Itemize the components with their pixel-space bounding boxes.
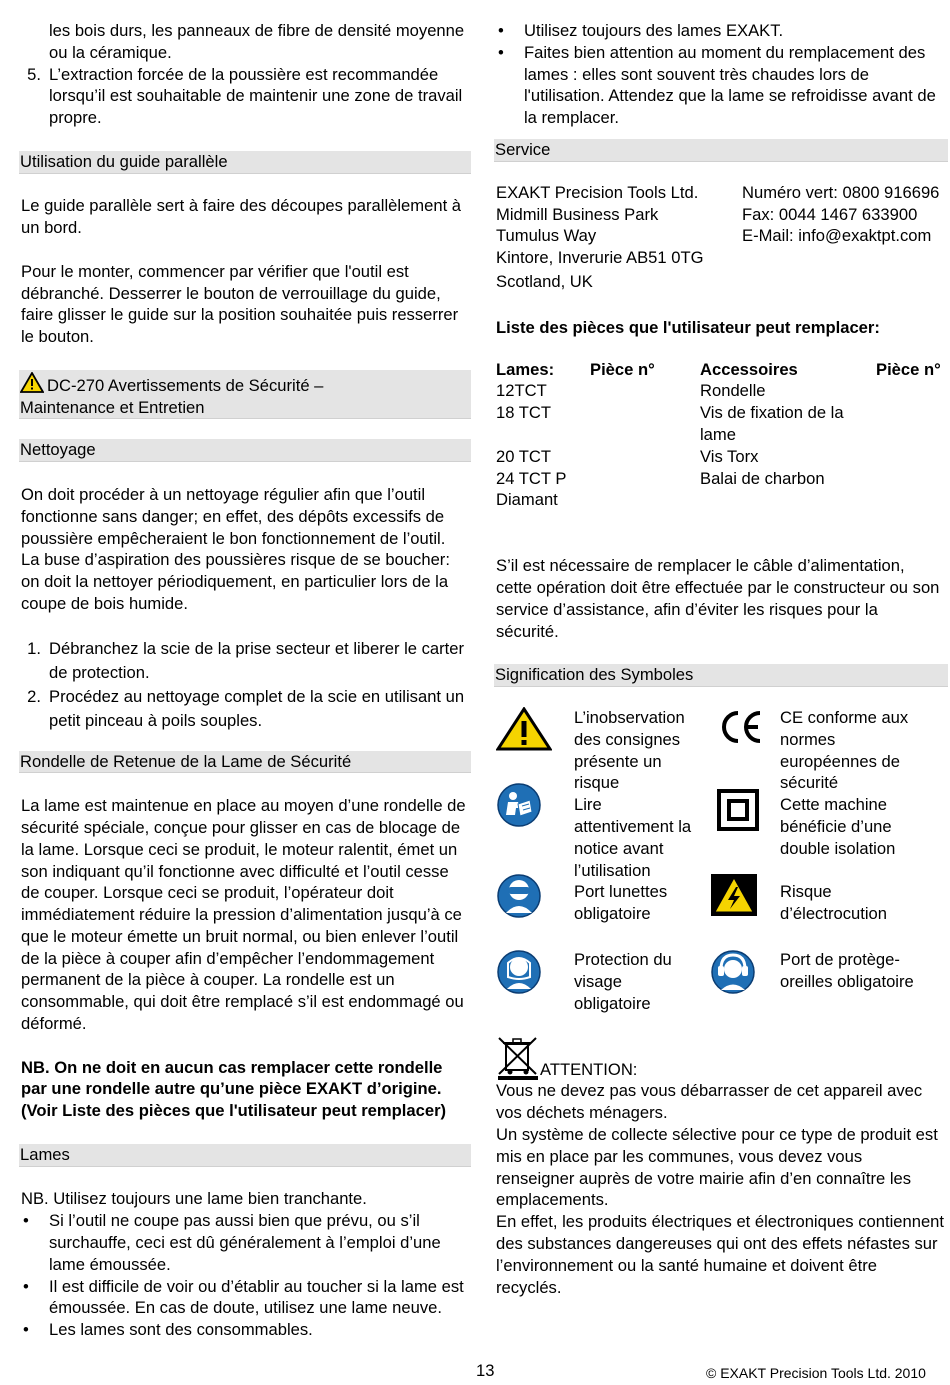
text-line: obligatoire bbox=[574, 993, 651, 1013]
blades-note: NB. Utilisez toujours une lame bien tranchante. bbox=[21, 1189, 367, 1209]
symbol-description bbox=[780, 949, 930, 993]
text-line: l’environnement ou la santé humaine et doivent être bbox=[496, 1255, 877, 1275]
text-line: l'utilisation. Attendez que la lame se refroidisse avant de bbox=[524, 86, 936, 106]
column-header: Accessoires bbox=[700, 359, 798, 379]
text-line: EXAKT Precision Tools Ltd. bbox=[496, 182, 699, 202]
text-line: le bouton. bbox=[21, 327, 94, 347]
intro-text bbox=[21, 20, 471, 64]
washer-paragraph bbox=[21, 795, 471, 1035]
symbol-description bbox=[574, 949, 716, 1014]
table-cell: Balai de charbon bbox=[700, 468, 825, 488]
text-line: Numéro vert: 0800 916696 bbox=[742, 182, 940, 202]
text-line: d’électrocution bbox=[780, 904, 888, 924]
text-line: l’utilisation bbox=[574, 860, 651, 880]
text-line: En effet, les produits électriques et électroniques contiennent bbox=[496, 1212, 945, 1232]
text-line: sécurité spéciale, conçue pour glisser en cas de blocage de bbox=[21, 817, 461, 837]
bullet: • bbox=[23, 1320, 29, 1340]
text-line: débranché. Desserrer le bouton de verrouillage du guide, bbox=[21, 283, 441, 303]
text-line: normes bbox=[780, 729, 836, 749]
table-cell bbox=[876, 402, 948, 446]
text-line: Midmill Business Park bbox=[496, 204, 659, 224]
page-number: 13 bbox=[476, 1361, 495, 1380]
symbol-row bbox=[496, 881, 948, 925]
text-line: Un système de collecte sélective pour ce type de produit est bbox=[496, 1125, 938, 1145]
text-line: déformé. bbox=[21, 1014, 87, 1034]
table-row bbox=[496, 446, 948, 468]
text-line: la lame. Lorsque ceci se produit, le moteur ralentit, émet un bbox=[21, 839, 458, 859]
text-line: obligatoire bbox=[574, 904, 651, 924]
list-number: 2. bbox=[27, 686, 41, 706]
text-line: service d’assistance, afin d’éviter les risques pour la bbox=[496, 599, 878, 619]
cable-paragraph bbox=[496, 555, 948, 642]
text-line: Il est difficile de voir ou d’établir au toucher si la lame est bbox=[49, 1276, 464, 1296]
text-line: Fax: 0044 1467 633900 bbox=[742, 204, 918, 224]
text-line: S’il est nécessaire de remplacer le câble d’alimentation, bbox=[496, 556, 905, 576]
cleaning-step-2 bbox=[21, 685, 471, 733]
list-item bbox=[21, 1319, 471, 1341]
table-header-row bbox=[496, 359, 948, 381]
text-line: la remplacer. bbox=[524, 108, 619, 128]
column-header: Pièce n° bbox=[590, 359, 655, 379]
text-line: renseigner auprès de votre mairie afin d’en connaître les bbox=[496, 1168, 912, 1188]
text-line: coupe de bois humide. bbox=[21, 593, 188, 613]
text-line: consommable, qui doit être remplacé s’il est endommagé ou bbox=[21, 992, 464, 1012]
ce-mark-icon bbox=[716, 707, 764, 747]
text-line: propre. bbox=[49, 108, 102, 128]
text-line: les bois durs, les panneaux de fibre de densité moyenne bbox=[49, 21, 465, 40]
right-column bbox=[496, 20, 948, 1298]
text-line: (Voir Liste des pièces que l'utilisateur peut remplacer) bbox=[21, 1101, 447, 1121]
text-line: notice avant bbox=[574, 838, 664, 858]
text-line: Lire bbox=[574, 795, 602, 815]
text-line: de couper. Lorsque ceci se produit, l’opérateur doit bbox=[21, 883, 394, 903]
text-line: Le guide parallèle sert à faire des découpes parallèlement à bbox=[21, 196, 462, 216]
list-item bbox=[21, 1210, 471, 1275]
text-line: recyclés. bbox=[496, 1277, 562, 1297]
symbol-row bbox=[496, 707, 948, 794]
symbol-description bbox=[780, 707, 930, 794]
section-heading-service: Service bbox=[494, 139, 948, 162]
symbol-row bbox=[496, 949, 948, 1014]
list-item bbox=[496, 42, 948, 129]
text-line: permanent de la pièce à couper. La rondelle est un bbox=[21, 970, 395, 990]
section-heading-warnings bbox=[19, 370, 471, 420]
text-line: Vous ne devez pas vous débarrasser de cet appareil avec bbox=[496, 1081, 923, 1101]
text-line: ou la céramique. bbox=[49, 42, 172, 62]
text-line: emplacements. bbox=[496, 1190, 609, 1210]
text-line: oreilles obligatoire bbox=[780, 971, 914, 991]
table-cell: 24 TCT P bbox=[496, 468, 567, 488]
text-line: Risque bbox=[780, 882, 832, 902]
table-row bbox=[496, 489, 948, 511]
weee-attention: ATTENTION: bbox=[540, 1059, 638, 1079]
text-line: par une rondelle autre qu’une pièce EXAKT d’origine. bbox=[21, 1079, 442, 1099]
text-line: On doit procéder à un nettoyage régulier afin que l’outil bbox=[21, 484, 426, 504]
text-line: de protection. bbox=[49, 662, 150, 682]
text-line: que le moteur émette un bruit normal, ou bien enlever l’outil bbox=[21, 926, 459, 946]
text-line: Procédez au nettoyage complet de la scie en utilisant un bbox=[49, 686, 465, 706]
table-cell: 12TCT bbox=[496, 381, 547, 401]
section-heading-washer: Rondelle de Retenue de la Lame de Sécurité bbox=[19, 751, 471, 774]
text-line: émoussée. En cas de doute, utilisez une lame neuve. bbox=[49, 1298, 442, 1318]
text-line: Port de protège- bbox=[780, 950, 900, 970]
section-heading-symbols: Signification des Symboles bbox=[494, 664, 948, 687]
parts-title: Liste des pièces que l'utilisateur peut remplacer: bbox=[496, 317, 880, 337]
cleaning-paragraph bbox=[21, 484, 471, 615]
table-cell bbox=[590, 468, 700, 490]
crossed-bin-icon bbox=[496, 1034, 540, 1080]
table-cell bbox=[876, 489, 948, 511]
table-cell: Vis Torx bbox=[700, 446, 759, 466]
guide-paragraph-2 bbox=[21, 261, 471, 348]
text-line: Les lames sont des consommables. bbox=[49, 1320, 313, 1340]
text-line: Débranchez la scie de la prise secteur et liberer le carter bbox=[49, 638, 465, 658]
text-line: on doit la nettoyer périodiquement, en particulier lors de la bbox=[21, 572, 449, 592]
text-line: de la pièce à couper afin d’empêcher l’endommagement bbox=[21, 948, 435, 968]
column-header: Lames: bbox=[496, 359, 555, 379]
text-line: Pour le monter, commencer par vérifier que l'outil est bbox=[21, 261, 409, 281]
text-line: La buse d’aspiration des poussières risque de se boucher: bbox=[21, 550, 450, 570]
text-line: des consignes bbox=[574, 729, 681, 749]
text-line: petit pinceau à poils souples. bbox=[49, 710, 263, 730]
text-line: son indiquant qu’il fonctionne avec difficulté et l’outil cesse bbox=[21, 861, 449, 881]
text-line: fonctionne sans danger; en effet, des dépôts excessifs de bbox=[21, 506, 445, 526]
bullet: • bbox=[23, 1211, 29, 1231]
text-line: surchauffe, ceci est dû généralement à l’emploi d’une bbox=[49, 1233, 441, 1253]
text-line: risque bbox=[574, 773, 620, 793]
guide-paragraph-1 bbox=[21, 195, 471, 239]
text-line: visage bbox=[574, 971, 622, 991]
symbol-description bbox=[574, 794, 716, 881]
electrocution-icon bbox=[710, 873, 758, 917]
weee-header bbox=[496, 1034, 948, 1080]
parts-table bbox=[496, 359, 948, 512]
section-heading-guide: Utilisation du guide parallèle bbox=[19, 151, 471, 174]
symbol-description bbox=[780, 794, 930, 859]
text-line: lames : elles sont souvent très chaudes lors de bbox=[524, 64, 869, 84]
text-line: des substances dangereuses qui ont des effets néfastes sur bbox=[496, 1234, 938, 1254]
text-line: Protection du bbox=[574, 950, 672, 970]
text-line: La lame est maintenue en place au moyen d’une rondelle de bbox=[21, 796, 466, 816]
service-contact bbox=[496, 182, 948, 293]
table-cell bbox=[590, 446, 700, 468]
bullet: • bbox=[498, 42, 504, 62]
table-cell bbox=[590, 380, 700, 402]
text-line: Si l’outil ne coupe pas aussi bien que prévu, ou s’il bbox=[49, 1211, 420, 1231]
service-address bbox=[496, 182, 742, 293]
symbol-row bbox=[496, 794, 948, 881]
text-line: NB. On ne doit en aucun cas remplacer cette rondelle bbox=[21, 1057, 443, 1077]
warning-triangle-icon bbox=[20, 372, 44, 393]
table-cell: 18 TCT bbox=[496, 403, 552, 423]
numbered-item-5 bbox=[21, 64, 471, 129]
table-cell bbox=[876, 446, 948, 468]
weee-paragraph bbox=[496, 1080, 948, 1298]
text-line: faire glisser le guide sur la position souhaitée puis resserrer bbox=[21, 305, 459, 325]
table-row bbox=[496, 380, 948, 402]
column-header: Pièce n° bbox=[876, 359, 941, 379]
text-line: Utilisez toujours des lames EXAKT. bbox=[524, 21, 784, 40]
text-line: lorsqu’il est souhaitable de maintenir une zone de travail bbox=[49, 86, 463, 106]
table-cell bbox=[590, 402, 700, 446]
symbol-description bbox=[780, 881, 930, 925]
text-line: lame émoussée. bbox=[49, 1254, 171, 1274]
text-line: immédiatement réduire la pression d’alimentation jusqu’à ce bbox=[21, 905, 462, 925]
table-cell: Diamant bbox=[496, 490, 558, 510]
list-number: 1. bbox=[27, 638, 41, 658]
table-cell: 20 TCT bbox=[496, 446, 552, 466]
washer-note bbox=[21, 1057, 471, 1122]
text-line: sécurité. bbox=[496, 621, 559, 641]
text-line: Kintore, Inverurie AB51 0TG bbox=[496, 248, 704, 268]
text-line: CE conforme aux bbox=[780, 707, 909, 727]
symbol-description bbox=[574, 881, 716, 925]
text-line: un bord. bbox=[21, 218, 82, 238]
ear-protection-icon bbox=[710, 949, 756, 995]
text-line: mis en place par les communes, vous devez vous bbox=[496, 1146, 863, 1166]
copyright: © EXAKT Precision Tools Ltd. 2010 bbox=[706, 1365, 926, 1381]
text-line: Scotland, UK bbox=[496, 271, 593, 291]
text-line: E-Mail: info@exaktpt.com bbox=[742, 226, 932, 246]
warning-triangle-icon bbox=[496, 707, 552, 751]
text-line: européennes de bbox=[780, 751, 900, 771]
face-protection-icon bbox=[496, 949, 542, 995]
heading-line: Maintenance et Entretien bbox=[20, 397, 205, 417]
read-manual-icon bbox=[496, 782, 542, 828]
text-line: sécurité bbox=[780, 773, 839, 793]
text-line: présente un bbox=[574, 751, 662, 771]
cleaning-step-1 bbox=[21, 637, 471, 685]
text-line: Port lunettes bbox=[574, 882, 668, 902]
heading-line: DC-270 Avertissements de Sécurité – bbox=[47, 375, 324, 395]
text-line: vos déchets ménagers. bbox=[496, 1103, 668, 1123]
table-cell bbox=[876, 468, 948, 490]
list-number: 5. bbox=[27, 64, 41, 84]
table-cell bbox=[590, 489, 700, 511]
list-item bbox=[496, 20, 948, 42]
table-cell: Rondelle bbox=[700, 381, 766, 401]
left-column bbox=[21, 20, 471, 1341]
list-item bbox=[21, 1276, 471, 1320]
table-cell: Vis de fixation de la lame bbox=[700, 403, 844, 444]
text-line: bénéficie d’une bbox=[780, 816, 892, 836]
text-line: Tumulus Way bbox=[496, 226, 597, 246]
text-line: Faites bien attention au moment du remplacement des bbox=[524, 42, 926, 62]
double-insulation-icon bbox=[716, 788, 760, 832]
symbol-description bbox=[574, 707, 716, 794]
table-cell bbox=[700, 489, 876, 511]
text-line: Cette machine bbox=[780, 795, 887, 815]
text-line: poussière empêcheraient le bon fonctionnement de l’outil. bbox=[21, 528, 446, 548]
text-line: attentivement la bbox=[574, 816, 692, 836]
text-line: L’extraction forcée de la poussière est recommandée bbox=[49, 64, 439, 84]
table-cell bbox=[876, 380, 948, 402]
text-line: cette opération doit être effectuée par le constructeur ou son bbox=[496, 577, 940, 597]
table-row bbox=[496, 468, 948, 490]
section-heading-cleaning: Nettoyage bbox=[19, 439, 471, 462]
bullet: • bbox=[23, 1276, 29, 1296]
text-line: double isolation bbox=[780, 838, 896, 858]
table-row bbox=[496, 402, 948, 446]
service-phones bbox=[742, 182, 939, 293]
safety-glasses-icon bbox=[496, 873, 542, 919]
text-line: L’inobservation bbox=[574, 707, 685, 727]
section-heading-blades: Lames bbox=[19, 1144, 471, 1167]
bullet: • bbox=[498, 21, 504, 40]
